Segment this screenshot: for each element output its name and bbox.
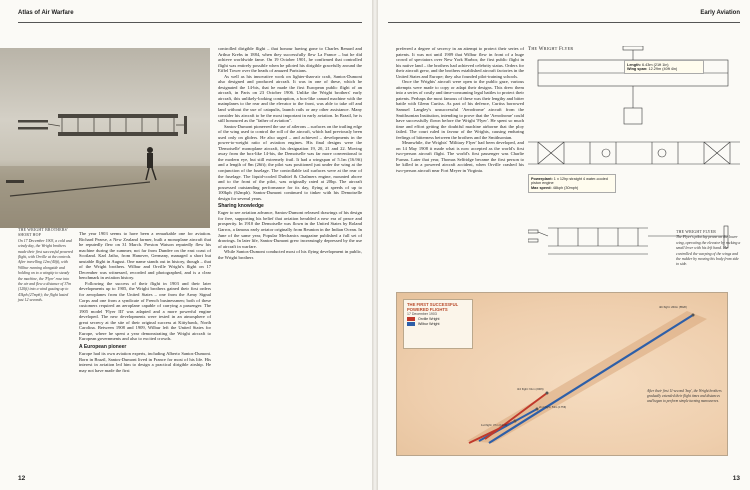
spec-label: Powerplant:	[531, 176, 553, 181]
right-page	[378, 0, 750, 490]
header-rule-left	[18, 22, 362, 23]
spec-box-performance	[528, 174, 616, 193]
legend-label: Wilbur Wright	[418, 322, 440, 326]
spec-label: Length:	[627, 62, 641, 67]
map-caption: After their first 11-second 'hop', the Wright brothers gradually extended their flight times and distances and began to perform simple turning manoeuvres.	[647, 389, 722, 403]
paragraph: Eager to see aviation advance, Santos-Dumont released drawings of his design for free, supporting his belief that aviation heralded a new era of peace and prosperity. In 1910 the Demoiselle was flown in the United States by Roland Garros, a famous early aviator originally from Reunion in the Indian Ocean. In June of the same year, Popular Mechanics magazine published a full set of drawings. In later life, Santos-Dumont grew increasingly depressed by the use of aircraft in warfare.	[218, 210, 362, 249]
spec-row	[531, 186, 613, 191]
text-column-1	[79, 231, 211, 373]
legend-swatch	[407, 322, 415, 325]
spec-value: 6.43m (21ft 1in)	[641, 62, 669, 67]
spec-row	[531, 177, 613, 186]
spec-value: 1 x 12hp straight 4 water-cooled piston engine	[531, 176, 608, 186]
text-column-2	[218, 46, 362, 260]
running-head-left: Atlas of Air Warfare	[18, 10, 74, 16]
paragraph: Once the Wrights' aircraft were open to the public gaze, various attempts were made to copy or adapt their designs. This drew them into a series of costly and time-consuming legal battles to protect their patents. Perhaps the most famous of these was their lengthy and bitter battle with Glenn Curtiss. As part of his defence, Curtiss borrowed Samuel Langley's unsuccessful 'Aerodrome' aircraft from the Smithsonian Institution, intending to prove that the 'Aerodrome' could have successfully flown before the Wright 'Flyer'. He spent so much time and effort getting the doubtful machine airborne that the ploy failed. The court ruled in favour of the Wrights, causing enduring feelings of bitterness between the brothers and the Smithsonian.	[396, 79, 524, 140]
map-subtitle: 17 December 1903	[407, 312, 437, 316]
paragraph: Europe had its own aviation experts, including Alberto Santos-Dumont. Born in Brazil, Santos-Dumont lived in France for most of his life. His interest in aviation led him to design a practical dirigible airship. He may not have made the first	[79, 350, 211, 373]
section-heading-sharing-knowledge: Sharing knowledge	[218, 203, 264, 210]
spec-value: 12.29m (40ft 4in)	[648, 67, 678, 72]
map-legend	[403, 299, 473, 349]
flyer-caption-text: The Flyer's pilot lay prone on the lower wing, operating the elevator by rocking a small lever with his left hand. He controlled the warping of the wings and the rudder by moving his body from side to side.	[676, 235, 741, 267]
flight-label-3: 3rd flight: 61m (200ft)	[517, 387, 544, 391]
paragraph: Meanwhile, the Wrights' 'Military Flyer' had been developed, and on 14 May 1908 it made what is now accepted as the world's first two-person aircraft flight. The world's first passenger was Charlie Furnas. Later that year, Thomas Selfridge became the first person to be killed in a powered aircraft accident, when Orville crashed his two-person aircraft near Fort Meyer in Virginia.	[396, 140, 524, 174]
photo-caption	[18, 228, 74, 304]
map-title: THE FIRST SUCCESSFUL POWERED FLIGHTS	[407, 302, 459, 312]
spec-row	[627, 67, 701, 72]
paragraph: Following the success of their flight in 1903 and their later developments up to 1905, the Wright brothers gained their first orders for aeroplanes from the United States – one from the Army Signal Corps and one from a syndicate of French businessmen; both of these customers required an aeroplane capable of carrying a passenger. The 1905 model 'Flyer III' was adapted and a more powerful engine developed. The new developments were tested in an atmosphere of great secrecy at the site of their original success at Kittyhawk, North Carolina. Between 1908 and 1909, Wilbur left the United States for Europe, where he spent a year demonstrating the Wright aircraft to European governments and also to excited crowds.	[79, 280, 211, 342]
section-heading-european-pioneer: A European pioneer	[79, 343, 127, 350]
spec-box-dimensions	[624, 60, 704, 74]
paragraph: While Santos-Dumont conducted most of his flying development in public, the Wright brothers	[218, 249, 362, 260]
wright-flyer-photo-illustration	[0, 48, 210, 228]
legend-item-wilbur	[404, 322, 472, 327]
paragraph: preferred a degree of secrecy in an attempt to protect their series of patents. It was not until 1909 that Wilbur flew in front of a huge crowd of spectators over New York Harbor, the first public flight in his native land – the brothers had achieved celebrity status. Orders for their aircraft grew, and the brothers established aircraft factories in the United States and Europe; they also founded pilot-training schools.	[396, 46, 524, 79]
paragraph: As well as his innovative work on lighter-than-air craft, Santos-Dumont also designed and produced aircraft. It was in one of these, which he designated the 14-bis, that he made the first European public flight of an aircraft, in Paris on 23 October 1906. Unlike the Wright brothers' early aircraft, this unlikely-looking contraption, a box-like canard machine with the mainplanes to the rear and the elevator to the front, was able to take off and land without the use of catapults, launch rails or any other assistance. Many consider his aircraft to be the most important in early aviation. In Brazil, he is still honoured as the "father of aviation".	[218, 73, 362, 124]
header-rule-right	[388, 22, 740, 23]
flights-map	[396, 292, 728, 456]
photo-caption-text: On 17 December 1903, a cold and windy day, the Wright brothers made their first successful powered flight, with Orville at the controls. After travelling 12m (40ft), with Wilbur running alongside and holding on to a wingtip to steady the machine, the 'Flyer' rose into the air and flew a distance of 37m (120ft) into a wind gusting up to 43kph (27mph); the flight lasted just 12 seconds.	[18, 238, 73, 303]
left-page	[0, 0, 372, 490]
paragraph: controlled dirigible flight – that honour having gone to Charles Renard and Arthur Krebs in 1884, when they successfully flew La France – but he did achieve worldwide fame. On 19 October 1901, he confirmed that controlled flight was entirely possible when he piloted his dirigible gracefully around the Eiffel Tower over the heads of amazed Parisians.	[218, 46, 362, 74]
flyer-caption	[676, 230, 742, 268]
paragraph: The year 1903 seems to have been a remarkable one for aviation. Richard Pearse, a New Zealand farmer, built a monoplane aircraft that he reputedly flew on 31 March. Preston Watson reputedly flew his machine during the summer, not far from Dundee on the east coast of Scotland. Karl Jatho, from Hanover, Germany, managed a short but unstable flight in August. One name stands out in history, though – that of the Wright brothers. Wilbur and Orville Wright's flight on 17 December was witnessed, recorded and photographed, and is a clear benchmark in aviation history.	[79, 231, 211, 281]
flight-label-4: 4th flight: 260m (852ft)	[659, 305, 687, 309]
flight-path-4	[489, 315, 693, 443]
spec-label: Wing span:	[627, 67, 648, 72]
flyer-caption-title: THE WRIGHT FLYER	[676, 230, 717, 234]
flight-label-1: 1st flight: 37m (120ft)	[481, 423, 508, 427]
legend-label: Orville Wright	[418, 317, 440, 321]
spec-value: 48kph (30mph)	[552, 185, 579, 190]
flight-label-2: 2nd flight: 53m (175ft)	[539, 405, 567, 409]
page-number-left: 12	[18, 475, 26, 482]
wright-flight-photo	[0, 48, 210, 228]
photo-caption-title: THE WRIGHT BROTHERS' SHORT HOP	[18, 228, 68, 238]
paragraph: Santos-Dumont pioneered the use of ailerons – surfaces on the trailing edge of the wing used to control the roll of the aircraft, which had previously been used only on gliders. He also urged – and achieved – developments in the power-to-weight ratio of aviation engines. His final designs were the 'Demoiselle' monoplane aircraft, his designation 19, 20, 21 and 22. Moving away from the box-like 14-bis, the Demoiselle was far more conventional to the modern eye, but still extremely frail. It had a wingspan of 5.1m (16.9ft) and a length of 8m (26ft); the pilot was positioned just under the wing at the conjunction of the fuselage. The controllable tail surfaces were at the rear of the fuselage. The liquid-cooled Duthiel & Chalmers engine, mounted above and to the front of the pilot, was originally rated at 20hp. The aircraft possessed outstanding performance for its day, flying at speeds of up to 100kph (62mph). Santos-Dumont continued to tinker with his Demoiselle design for several years.	[218, 123, 362, 201]
drawing-title: The Wright Flyer	[528, 47, 574, 52]
spec-label: Max speed:	[531, 185, 552, 190]
legend-swatch	[407, 317, 415, 320]
text-column-right	[396, 46, 524, 174]
page-number-right: 13	[732, 475, 740, 482]
running-head-right: Early Aviation	[700, 10, 740, 16]
